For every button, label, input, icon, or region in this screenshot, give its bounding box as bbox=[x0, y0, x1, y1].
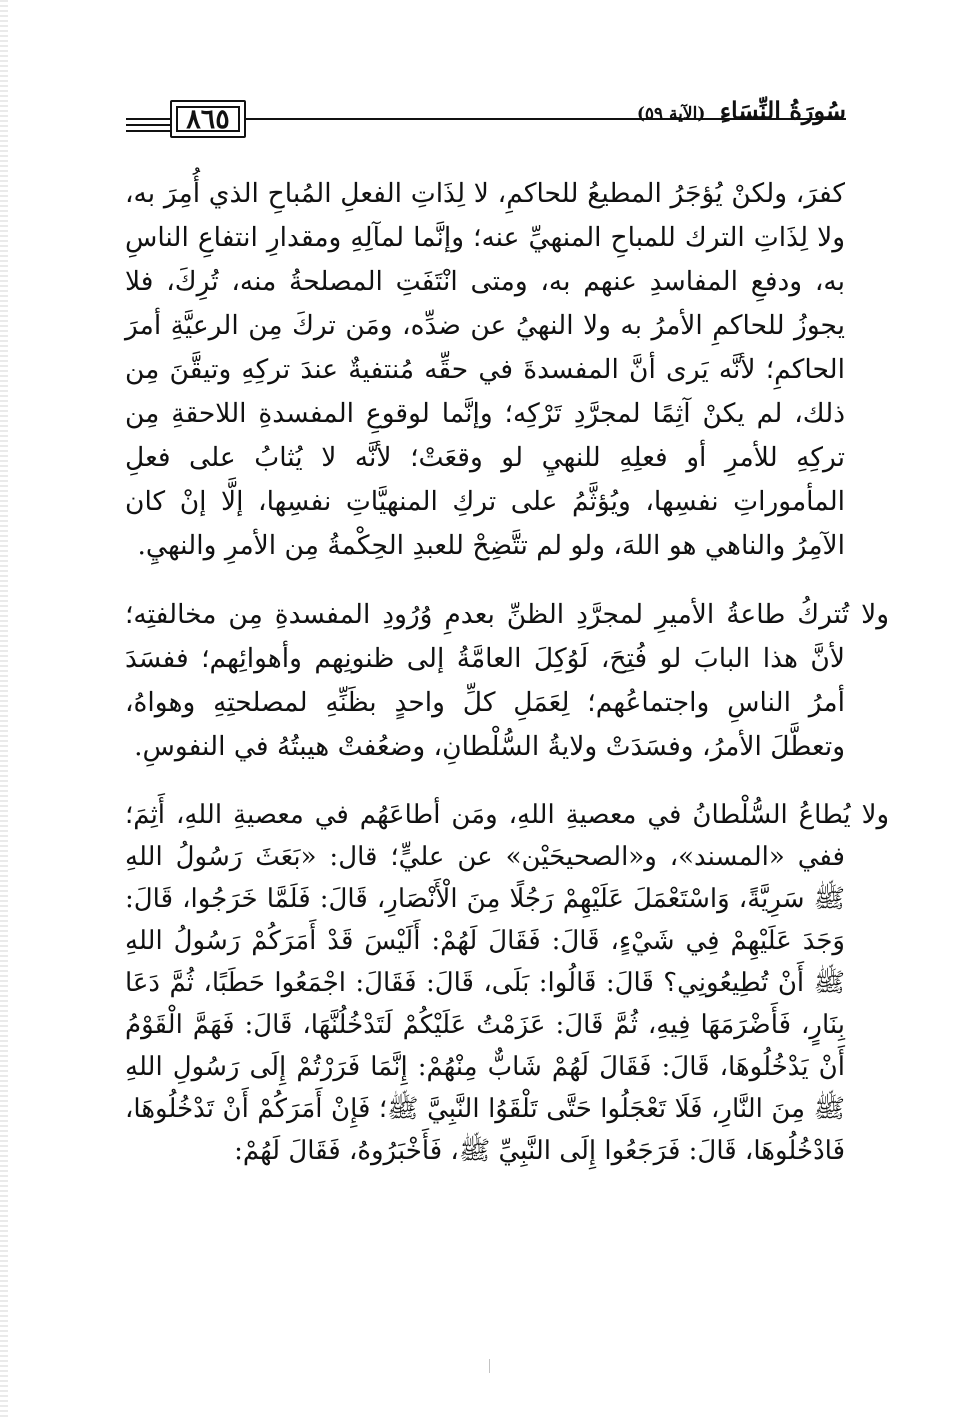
scan-edge bbox=[0, 0, 8, 1417]
paragraph-1: كفرَ، ولكنْ يُؤجَرُ المطيعُ للحاكمِ، لا لِذَاتِ الفعلِ المُباحِ الذي أُمِرَ به، ولا لِذَاتِ الترك للمباحِ المنهيِّ عنه؛ وإنَّما لمآلِهِ ومقدارِ انتفاعِ الناسِ به، ودفعِ المفاسدِ عنهم به، ومتى انْتَفَتِ المصلحةُ منه، تُرِكَ، فلا يجوزُ للحاكمِ الأمرُ به ولا النهيُ عن ضدِّه، ومَن تركَ مِن الرعيَّةِ أمرَ الحاكمِ؛ لأنَّه يَرى أنَّ المفسدةَ في حقِّه مُنتفيةٌ عندَ تركِهِ وتيقَّنَ مِن ذلك، لم يكنْ آثِمًا لمجرَّدِ تَرْكِه؛ وإنَّما لوقوعِ المفسدةِ اللاحقةِ مِن تركِهِ للأمرِ أو فعلِهِ للنهيِ لو وقعَتْ؛ لأنَّه لا يُثابُ على فعلِ المأموراتِ نفسِها، ويُؤثَّمُ على تركِ المنهيَّاتِ نفسِها، إلَّا إنْ كان الآمِرُ والناهي هو اللهَ، ولو لم تتَّضِحْ للعبدِ الحِكْمةُ مِن الأمرِ والنهيِ. bbox=[125, 178, 846, 561]
body-text bbox=[125, 172, 890, 1172]
paragraph-3: ولا يُطاعُ السُّلْطانُ في معصيةِ اللهِ، ومَن أطاعَهُم في معصيةِ اللهِ، أَثِمَ؛ ففي «المسند»، و«الصحيحَيْن» عن عليٍّ؛ قال: «بَعَثَ رَسُولُ اللهِ ﷺ سَرِيَّةً، وَاسْتَعْمَلَ عَلَيْهِمْ رَجُلًا مِنَ الْأَنْصَارِ، قَالَ: فَلَمَّا خَرَجُوا، قَالَ: وَجَدَ عَلَيْهِمْ فِي شَيْءٍ، قَالَ: فَقَالَ لَهُمْ: أَلَيْسَ قَدْ أَمَرَكُمْ رَسُولُ اللهِ ﷺ أَنْ تُطِيعُونِي؟ قَالَ: قَالُوا: بَلَى، قَالَ: فَقَالَ: اجْمَعُوا حَطَبًا، ثُمَّ دَعَا بِنَارٍ، فَأَضْرَمَهَا فِيهِ، ثُمَّ قَالَ: عَزَمْتُ عَلَيْكُمْ لَتَدْخُلُنَّهَا، قَالَ: فَهَمَّ الْقَوْمُ أَنْ يَدْخُلُوهَا، قَالَ: فَقَالَ لَهُمْ شَابٌّ مِنْهُمْ: إِنَّمَا فَرَرْتُمْ إِلَى رَسُولِ اللهِ ﷺ مِنَ النَّارِ، فَلَا تَعْجَلُوا حَتَّى تَلْقَوُا النَّبِيَّ ﷺ؛ فَإِنْ أَمَرَكُمْ أَنْ تَدْخُلُوهَا، فَادْخُلُوهَا، قَالَ: فَرَجَعُوا إِلَى النَّبِيِّ ﷺ، فَأَخْبَرُوهُ، فَقَالَ لَهُمْ: bbox=[125, 800, 890, 1166]
page-number: ٨٦٥ bbox=[186, 103, 230, 135]
paragraph-2: ولا تُتركُ طاعةُ الأميرِ لمجرَّدِ الظنِّ بعدمِ وُرُودِ المفسدةِ مِن مخالفتِه؛ لأنَّ هذا البابَ لو فُتِحَ، لَوُكِلَ العامَّةُ إلى ظنونِهم وأهوائِهم؛ ففسَدَ أمرُ الناسِ واجتماعُهم؛ لِعَمَلِ كلِّ واحدٍ بظَنِّهِ لمصلحتِهِ وهواهُ، وتعطَّلَ الأمرُ، وفسَدَتْ ولايةُ السُّلْطانِ، وضعُفتْ هيبتُهُ في النفوسِ. bbox=[125, 599, 889, 762]
running-title bbox=[637, 96, 846, 125]
scan-mark bbox=[489, 1359, 490, 1373]
page-number-box bbox=[170, 100, 246, 138]
page-header bbox=[126, 96, 846, 142]
header-left-rule-upper bbox=[126, 124, 172, 126]
surah-title: سُورَةُ النِّسَاءِ bbox=[719, 96, 846, 125]
verse-reference: (الآية ٥٩) bbox=[636, 104, 706, 124]
header-left-rule-lower bbox=[126, 130, 172, 132]
